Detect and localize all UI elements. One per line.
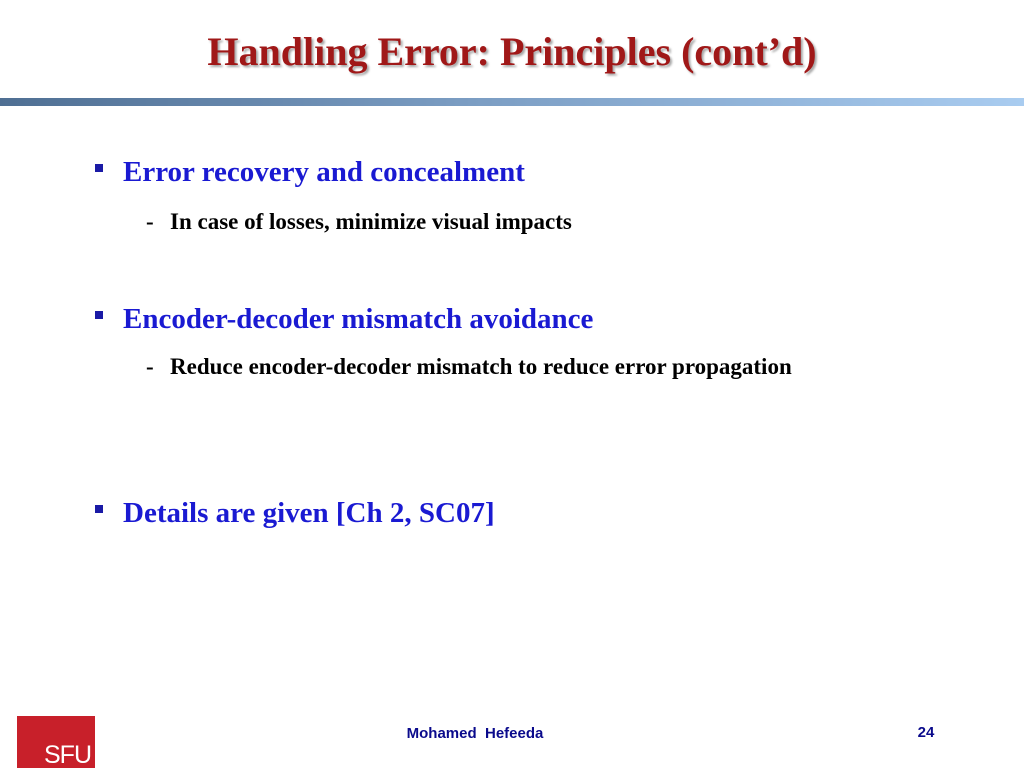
square-bullet-icon: [95, 164, 103, 172]
dash-marker: -: [146, 354, 154, 379]
sub-bullet-item: [146, 350, 810, 384]
title-divider: [0, 98, 1024, 106]
square-bullet-icon: [95, 505, 103, 513]
footer-author: Mohamed Hefeeda: [406, 725, 544, 742]
page-number: 24: [917, 724, 935, 741]
sub-bullet-item: [146, 205, 810, 239]
dash-marker: -: [146, 209, 154, 234]
slide-title: Handling Error: Principles (cont’d): [207, 29, 817, 74]
sub-bullet-text: Reduce encoder-decoder mismatch to reduce error propagation: [170, 354, 792, 379]
sfu-logo: [17, 716, 95, 768]
bullet-item: [95, 497, 495, 530]
bullet-item: [95, 303, 593, 336]
bullet-text: Encoder-decoder mismatch avoidance: [123, 303, 594, 335]
bullet-text: Details are given [Ch 2, SC07]: [123, 497, 495, 529]
sub-bullet-text: In case of losses, minimize visual impacts: [170, 209, 572, 234]
logo-text: SFU: [44, 741, 91, 768]
bullet-item: [95, 156, 525, 189]
square-bullet-icon: [95, 311, 103, 319]
bullet-text: Error recovery and concealment: [123, 156, 525, 188]
